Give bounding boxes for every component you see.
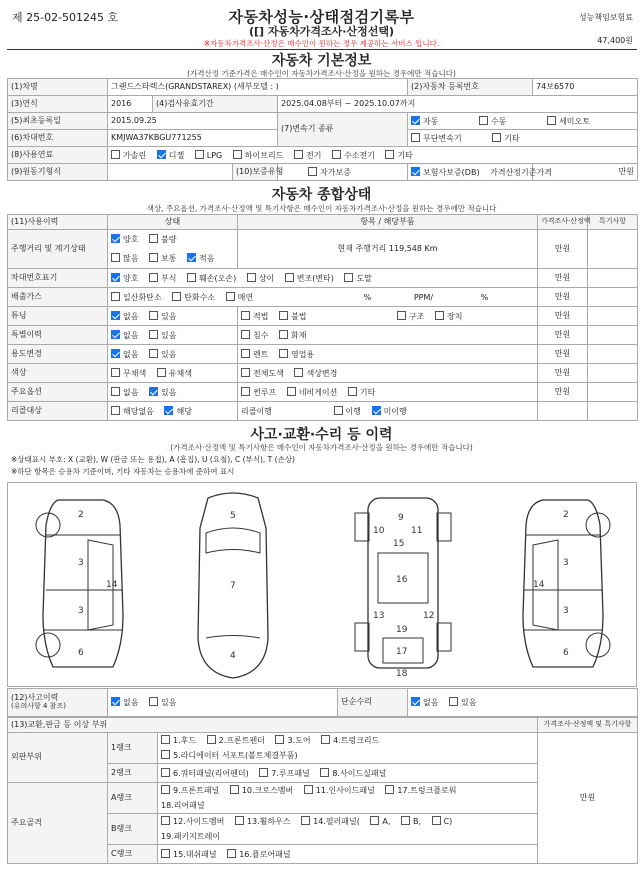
page-title: 자동차성능·상태점검기록부: [228, 8, 415, 26]
tuning-structure-checkbox[interactable]: [397, 311, 406, 320]
col-price: 가격조사·산정액: [538, 215, 588, 230]
color-note: [588, 364, 638, 383]
mileage-good-checkbox[interactable]: [111, 234, 120, 243]
recall-price: [538, 402, 588, 421]
trans-other-checkbox[interactable]: [492, 133, 501, 142]
recall-label: 리콜대상: [8, 402, 108, 421]
svg-text:3: 3: [563, 606, 569, 616]
main-frame-label: 주요골격: [8, 783, 108, 864]
symbols-note: ※상태표시 부호: X (교환), W (판금 또는 용접), A (흠집), U (요철), C (부식), T (손상): [11, 455, 295, 464]
color-price-unit: 만원: [538, 364, 588, 383]
tuning-note: [588, 307, 638, 326]
rankA-label: A랭크: [108, 783, 158, 814]
year-label: (3)연식: [8, 96, 108, 113]
part-roof-panel-checkbox[interactable]: [259, 768, 268, 777]
col-item: (11)사용이력: [8, 215, 108, 230]
rank1-items: 1.후드 2.프론트펜더 3.도어 4.트렁크리드 5.라디에이터 서포트(볼트체결부품): [158, 733, 538, 764]
emission-price-unit: 만원: [538, 288, 588, 307]
recall-done: 리콜이행 이행 미이행: [238, 402, 538, 421]
simple-none-checkbox[interactable]: [411, 697, 420, 706]
options-options: 없음 있음: [108, 383, 238, 402]
svg-text:3: 3: [78, 606, 84, 616]
use-change-options: 없음 있음: [108, 345, 238, 364]
price-basis-label: 가격산정기준가격: [490, 167, 552, 177]
svg-text:14: 14: [533, 580, 545, 590]
color-detail: 전체도색 색상변경: [238, 364, 538, 383]
options-price-unit: 만원: [538, 383, 588, 402]
emission-note: [588, 288, 638, 307]
pillar-b-checkbox[interactable]: [401, 816, 410, 825]
mileage-low-checkbox[interactable]: [187, 253, 196, 262]
trans-label: (7)변속기 종류: [278, 113, 408, 147]
rankC-items: 15.대쉬패널 16.플로어패널: [158, 845, 538, 864]
svg-text:18: 18: [396, 669, 408, 679]
exchange-table: [7, 717, 638, 864]
car-diagram: [7, 482, 637, 687]
fuel-lpg-checkbox[interactable]: [195, 150, 204, 159]
rankA-items: 9.프론트패널 10.크로스멤버 11.인사이드패널 17.트렁크플로워 18.리어패널: [158, 783, 538, 814]
use-change-detail: 렌트 영업용: [238, 345, 538, 364]
special-price-unit: 만원: [538, 326, 588, 345]
insurance-price: 47,400원: [597, 36, 633, 45]
reg-label: (2)자동차 등록번호: [408, 79, 533, 96]
reg-value: 74보6570: [533, 79, 638, 96]
document-number: 제 25-02-501245 호: [12, 11, 119, 24]
part-quarter-panel-checkbox[interactable]: [161, 768, 170, 777]
outer-label: 외판부위: [8, 733, 108, 783]
svg-text:7: 7: [230, 581, 236, 591]
pillar-a-checkbox[interactable]: [370, 816, 379, 825]
emission-pct-2: %: [480, 292, 489, 302]
first-reg-label: (5)최초등록일: [8, 113, 108, 130]
options-label: 주요옵션: [8, 383, 108, 402]
warranty-options-2: 보험사보증(DB) 가격산정기준가격: [408, 164, 533, 181]
emission-co-checkbox[interactable]: [111, 292, 120, 301]
trans-cvt-checkbox[interactable]: [411, 133, 420, 142]
svg-text:17: 17: [396, 647, 408, 657]
history-label: (12)사고이력: [11, 693, 59, 703]
fuel-electric-checkbox[interactable]: [294, 150, 303, 159]
history-yes-checkbox[interactable]: [149, 697, 158, 706]
color-label: 색상: [8, 364, 108, 383]
svg-text:16: 16: [396, 575, 408, 585]
mileage-label: 주행거리 및 계기상태: [8, 230, 108, 269]
rank2-items: 6.쿼터패널(리어펜더) 7.루프패널 8.사이드실패널: [158, 764, 538, 783]
part-radiator-support-checkbox[interactable]: [161, 750, 170, 759]
accident-note: (가격조사·산정액 및 특기사항은 매수인이 자동차가격조사·산정을 원하는 경우에만 적습니다): [170, 443, 473, 452]
part-inside-panel-checkbox[interactable]: [304, 785, 313, 794]
mileage-normal-checkbox[interactable]: [149, 253, 158, 262]
vin-good-checkbox[interactable]: [111, 273, 120, 282]
part-trunk-lid-checkbox[interactable]: [321, 735, 330, 744]
car-frame-diagram: [343, 488, 463, 683]
part-wheel-house-checkbox[interactable]: [235, 816, 244, 825]
model-label: (1)차명: [8, 79, 108, 96]
svg-text:12: 12: [423, 611, 435, 621]
options-yes-checkbox[interactable]: [149, 387, 158, 396]
trans-options-row1: 자동 수동 세미오토: [408, 113, 638, 130]
basic-info-title: 자동차 기본정보: [271, 53, 372, 69]
emission-options: 일산화탄소 탄화수소 매연 % PPM/ %: [108, 288, 538, 307]
simple-yes-checkbox[interactable]: [449, 697, 458, 706]
trans-auto-checkbox[interactable]: [411, 116, 420, 125]
part-package-tray: 19.패키지트레이: [161, 832, 221, 841]
part-side-sill-checkbox[interactable]: [320, 768, 329, 777]
vin-painted-checkbox[interactable]: [344, 273, 353, 282]
special-detail: 침수 화재: [238, 326, 538, 345]
overall-table: [7, 214, 638, 421]
trans-options-row2: 무단변속기 기타: [408, 130, 638, 147]
rank1-label: 1랭크: [108, 733, 158, 764]
header-note: ※자동차가격조사·산정은 매수인이 원하는 경우 제공하는 서비스 입니다.: [203, 39, 440, 48]
valid-value: 2025.04.08부터 ~ 2025.10.07까지: [278, 96, 638, 113]
recall-not-done-checkbox[interactable]: [372, 406, 381, 415]
vin-damage-checkbox[interactable]: [187, 273, 196, 282]
tuning-none-checkbox[interactable]: [111, 311, 120, 320]
simple-repair-label: 단순수리: [338, 689, 408, 717]
part-front-fender-checkbox[interactable]: [207, 735, 216, 744]
vin-mark-options: 양호 부식 훼손(오손) 상이 변조(변타) 도말: [108, 269, 538, 288]
insurance-label: 성능책임보험료: [578, 13, 633, 22]
vin-mark-price-unit: 만원: [538, 269, 588, 288]
special-label: 특별이력: [8, 326, 108, 345]
rankB-items: 12.사이드멤버 13.휠하우스 14.필러패널( A, B, C) 19.패키지트레이: [158, 814, 538, 845]
recall-options: 해당없음 해당: [108, 402, 238, 421]
car-right-side-diagram: [498, 495, 618, 675]
accident-table: [7, 688, 638, 717]
emission-label: 배출가스: [8, 288, 108, 307]
fuel-hydrogen-checkbox[interactable]: [332, 150, 341, 159]
recall-done-checkbox[interactable]: [334, 406, 343, 415]
part-floor-panel-checkbox[interactable]: [227, 849, 236, 858]
svg-text:13: 13: [373, 611, 385, 621]
vin-rust-checkbox[interactable]: [149, 273, 158, 282]
options-none-checkbox[interactable]: [111, 387, 120, 396]
warranty-self-checkbox[interactable]: [308, 167, 317, 176]
options-detail: 썬루프 네비게이션 기타: [238, 383, 538, 402]
svg-text:10: 10: [373, 526, 385, 536]
vin-mark-note: [588, 269, 638, 288]
vin-altered-checkbox[interactable]: [285, 273, 294, 282]
color-options: 무채색 유채색: [108, 364, 238, 383]
svg-text:11: 11: [411, 526, 423, 536]
options-other-checkbox[interactable]: [348, 387, 357, 396]
svg-text:3: 3: [563, 558, 569, 568]
color-full-paint-checkbox[interactable]: [241, 368, 250, 377]
simple-repair-options: 없음 있음: [408, 689, 638, 717]
svg-text:19: 19: [396, 625, 408, 635]
part-front-panel-checkbox[interactable]: [161, 785, 170, 794]
special-options: 없음 있음: [108, 326, 238, 345]
use-change-business-checkbox[interactable]: [279, 349, 288, 358]
rankC-label: C랭크: [108, 845, 158, 864]
recall-note: [588, 402, 638, 421]
use-change-label: 용도변경: [8, 345, 108, 364]
tuning-label: 튜닝: [8, 307, 108, 326]
warranty-insurer-checkbox[interactable]: [411, 167, 420, 176]
basic-info-note: (가격산정 기준가격은 매수인이 자동차가격조사·산정을 원하는 경우에만 적습니다): [187, 69, 456, 78]
fuel-options: 가솔린 디젤 LPG 하이브리드 전기 수소전기 기타: [108, 147, 638, 164]
use-change-note: [588, 345, 638, 364]
exchange-price-unit: 만원: [538, 733, 638, 864]
fuel-gasoline-checkbox[interactable]: [111, 150, 120, 159]
part-side-member-checkbox[interactable]: [161, 816, 170, 825]
vin-mark-label: 차대번호표기: [8, 269, 108, 288]
options-navigation-checkbox[interactable]: [287, 387, 296, 396]
trans-semi-checkbox[interactable]: [547, 116, 556, 125]
history-sub: (유의사항 4 참조): [11, 702, 66, 711]
overall-title: 자동차 종합상태: [271, 187, 372, 203]
exchange-price-col: 가격조사·산정액 및 특기사항: [538, 718, 638, 733]
tuning-device-checkbox[interactable]: [435, 311, 444, 320]
use-change-yes-checkbox[interactable]: [149, 349, 158, 358]
history-label-cell: [8, 689, 108, 717]
pillar-c-checkbox[interactable]: [432, 816, 441, 825]
use-change-none-checkbox[interactable]: [111, 349, 120, 358]
part-trunk-floor-checkbox[interactable]: [385, 785, 394, 794]
svg-text:2: 2: [78, 510, 84, 520]
emission-hc-checkbox[interactable]: [172, 292, 181, 301]
color-change-checkbox[interactable]: [294, 368, 303, 377]
part-hood-checkbox[interactable]: [161, 735, 170, 744]
recall-done-label: 리콜이행: [241, 406, 272, 416]
svg-text:5: 5: [230, 511, 236, 521]
special-none-checkbox[interactable]: [111, 330, 120, 339]
tuning-illegal-checkbox[interactable]: [279, 311, 288, 320]
svg-text:9: 9: [398, 513, 404, 523]
svg-text:3: 3: [78, 558, 84, 568]
history-none-checkbox[interactable]: [111, 697, 120, 706]
mileage-note: [588, 230, 638, 269]
basic-info-table: [7, 78, 638, 181]
vin-label: (6)차대번호: [8, 130, 108, 147]
tuning-options: 없음 있음: [108, 307, 238, 326]
tuning-detail: 적법 불법 구조 장치: [238, 307, 538, 326]
fuel-hybrid-checkbox[interactable]: [233, 150, 242, 159]
tuning-price-unit: 만원: [538, 307, 588, 326]
rankB-label: B랭크: [108, 814, 158, 845]
symbols-note-2: ※하단 항목은 승용차 기준이며, 기타 자동차는 승용차에 준하여 표시: [11, 467, 235, 476]
svg-text:6: 6: [563, 648, 569, 658]
vin-diff-checkbox[interactable]: [247, 273, 256, 282]
color-achromatic-checkbox[interactable]: [111, 368, 120, 377]
motor-label: (9)원동기형식: [8, 164, 108, 181]
valid-label: (4)검사유효기간: [153, 96, 278, 113]
mileage-options: 양호 불량 많음 보통 적음: [108, 230, 238, 269]
fuel-label: (8)사용연료: [8, 147, 108, 164]
svg-text:14: 14: [106, 580, 118, 590]
motor-value: [108, 164, 233, 181]
mileage-bad-checkbox[interactable]: [149, 234, 158, 243]
special-flood-checkbox[interactable]: [241, 330, 250, 339]
special-note: [588, 326, 638, 345]
trans-manual-checkbox[interactable]: [479, 116, 488, 125]
tuning-legal-checkbox[interactable]: [241, 311, 250, 320]
rank2-label: 2랭크: [108, 764, 158, 783]
part-rear-panel: 18.리어패널: [161, 801, 205, 810]
year-value: 2016: [108, 96, 153, 113]
special-fire-checkbox[interactable]: [279, 330, 288, 339]
mileage-high-checkbox[interactable]: [111, 253, 120, 262]
use-change-price-unit: 만원: [538, 345, 588, 364]
page-subtitle: ([] 자동차가격조사·산정선택): [248, 25, 394, 38]
car-left-side-diagram: [28, 495, 148, 675]
svg-text:4: 4: [230, 651, 236, 661]
warranty-label: (10)보증유형: [233, 164, 278, 181]
svg-text:2: 2: [563, 510, 569, 520]
part-dash-panel-checkbox[interactable]: [161, 849, 170, 858]
car-top-diagram: [188, 488, 278, 683]
emission-ppm: PPM/: [413, 292, 434, 302]
recall-yes-checkbox[interactable]: [164, 406, 173, 415]
history-options: 없음 있음: [108, 689, 338, 717]
mileage-value: 현재 주행거리 119,548 Km: [238, 230, 538, 269]
warranty-options: 자가보증: [278, 164, 408, 181]
options-sunroof-checkbox[interactable]: [241, 387, 250, 396]
col-note: 특기사항: [588, 215, 638, 230]
first-reg-value: 2015.09.25: [108, 113, 278, 130]
exchange-title: (13)교환,판금 등 이상 부위: [8, 718, 538, 733]
svg-text:15: 15: [393, 539, 405, 549]
col-status: 상태: [108, 215, 238, 230]
mileage-price-unit: 만원: [538, 230, 588, 269]
overall-note: 색상, 주요옵션, 가격조사·산정액 및 특기사항은 매수인이 자동차가격조사·산정을 원하는 경우에만 적습니다: [146, 204, 497, 213]
col-detail: 항목 / 해당부품: [238, 215, 538, 230]
price-basis-unit: 만원: [533, 164, 638, 181]
fuel-other-checkbox[interactable]: [385, 150, 394, 159]
svg-text:6: 6: [78, 648, 84, 658]
emission-pct-1: %: [363, 292, 372, 302]
part-door-checkbox[interactable]: [275, 735, 284, 744]
fuel-diesel-checkbox[interactable]: [157, 150, 166, 159]
color-chromatic-checkbox[interactable]: [157, 368, 166, 377]
recall-none-checkbox[interactable]: [111, 406, 120, 415]
model-value: 그랜드스타렉스(GRANDSTAREX) (세부모델 : ): [108, 79, 408, 96]
special-yes-checkbox[interactable]: [149, 330, 158, 339]
part-pillar-panel-checkbox[interactable]: [301, 816, 310, 825]
options-note: [588, 383, 638, 402]
emission-smoke-checkbox[interactable]: [226, 292, 235, 301]
use-change-rent-checkbox[interactable]: [241, 349, 250, 358]
accident-title: 사고·교환·수리 등 이력: [250, 427, 393, 443]
part-cross-member-checkbox[interactable]: [230, 785, 239, 794]
vin-value: KMJWA37KBGU771255: [108, 130, 278, 147]
tuning-yes-checkbox[interactable]: [149, 311, 158, 320]
